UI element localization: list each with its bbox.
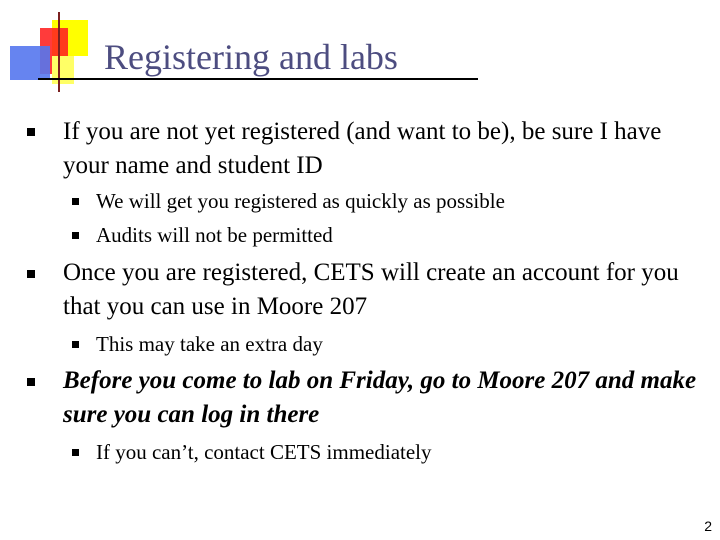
sub-bullet-marker <box>72 232 79 239</box>
bullet-2-text: Once you are registered, CETS will create an account for you that you can use in Moore 207 <box>63 259 679 320</box>
bullet-marker <box>27 378 35 386</box>
sub-bullet-marker <box>72 341 79 348</box>
bullet-1-sub-1-text: We will get you registered as quickly as possible <box>96 189 505 213</box>
slide-title: Registering and labs <box>104 37 398 77</box>
bullet-marker <box>27 270 35 278</box>
sub-bullet-marker <box>72 449 79 456</box>
bullet-1-sub-2-text: Audits will not be permitted <box>96 223 333 247</box>
bullet-2-sub-1-text: This may take an extra day <box>96 332 323 356</box>
bullet-3-sub-1-text: If you can’t, contact CETS immediately <box>96 440 432 464</box>
page-number: 2 <box>704 518 712 534</box>
bullet-1-text: If you are not yet registered (and want to be), be sure I have your name and student ID <box>63 118 662 179</box>
bullet-marker <box>27 128 35 136</box>
sub-bullet-marker <box>72 198 79 205</box>
bullet-3-text: Before you come to lab on Friday, go to Moore 207 and make sure you can log in there <box>63 367 697 428</box>
